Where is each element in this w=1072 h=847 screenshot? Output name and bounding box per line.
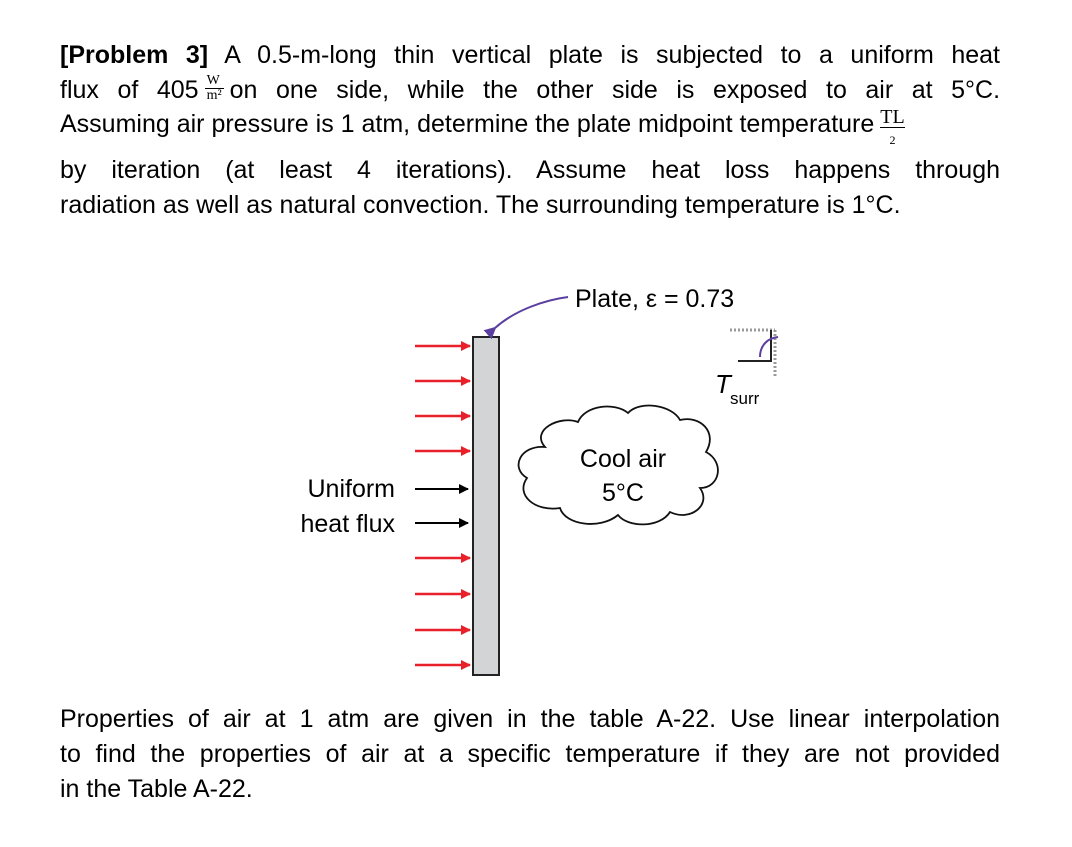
cloud-label-line-1: Cool air [579,445,667,473]
plate-label: Plate, ε = 0.73 [575,285,735,313]
t-subscript: 2 [889,133,896,147]
problem-line-2-text: on one side, while the other side is exposed to air at 5°C. [229,75,1001,104]
tsurr-label: T [715,369,731,399]
footer-line-2: to find the properties of air at a specific temperature if they are not provided [60,740,1000,768]
footer-line-1: Properties of air at 1 atm are given in the table A-22. Use linear interpolation [60,705,1000,733]
surroundings-wall [730,330,778,376]
problem-line-1-text: A 0.5-m-long thin vertical plate is subjected to a uniform heat [224,41,1000,69]
cloud-label-line-2: 5°C [602,479,644,507]
footer-line-3: in the Table A-22. [60,775,253,803]
problem-line-3-text: Assuming air pressure is 1 atm, determine the plate midpoint temperature [60,110,875,138]
flux-unit-denominator: m² [206,88,222,104]
label-arrows [415,489,468,523]
problem-line-5: radiation as well as natural convection. The surrounding temperature is 1°C. [60,190,901,219]
flux-unit-numerator: W [205,74,224,90]
flux-value: flux of 405 [60,75,199,104]
plate [473,337,499,675]
problem-line-4: by iteration (at least 4 iterations). Assume heat loss happens through [60,156,1000,184]
plate-pointer [495,297,568,328]
heat-flux-label-line-1: Uniform [307,475,395,503]
t-symbol: TL [880,106,905,128]
problem-label: [Problem 3] [60,41,209,69]
tsurr-subscript: surr [730,389,760,408]
heat-flux-arrows [415,346,470,665]
footer-note [60,702,1000,807]
heat-flux-label-line-2: heat flux [300,510,395,538]
